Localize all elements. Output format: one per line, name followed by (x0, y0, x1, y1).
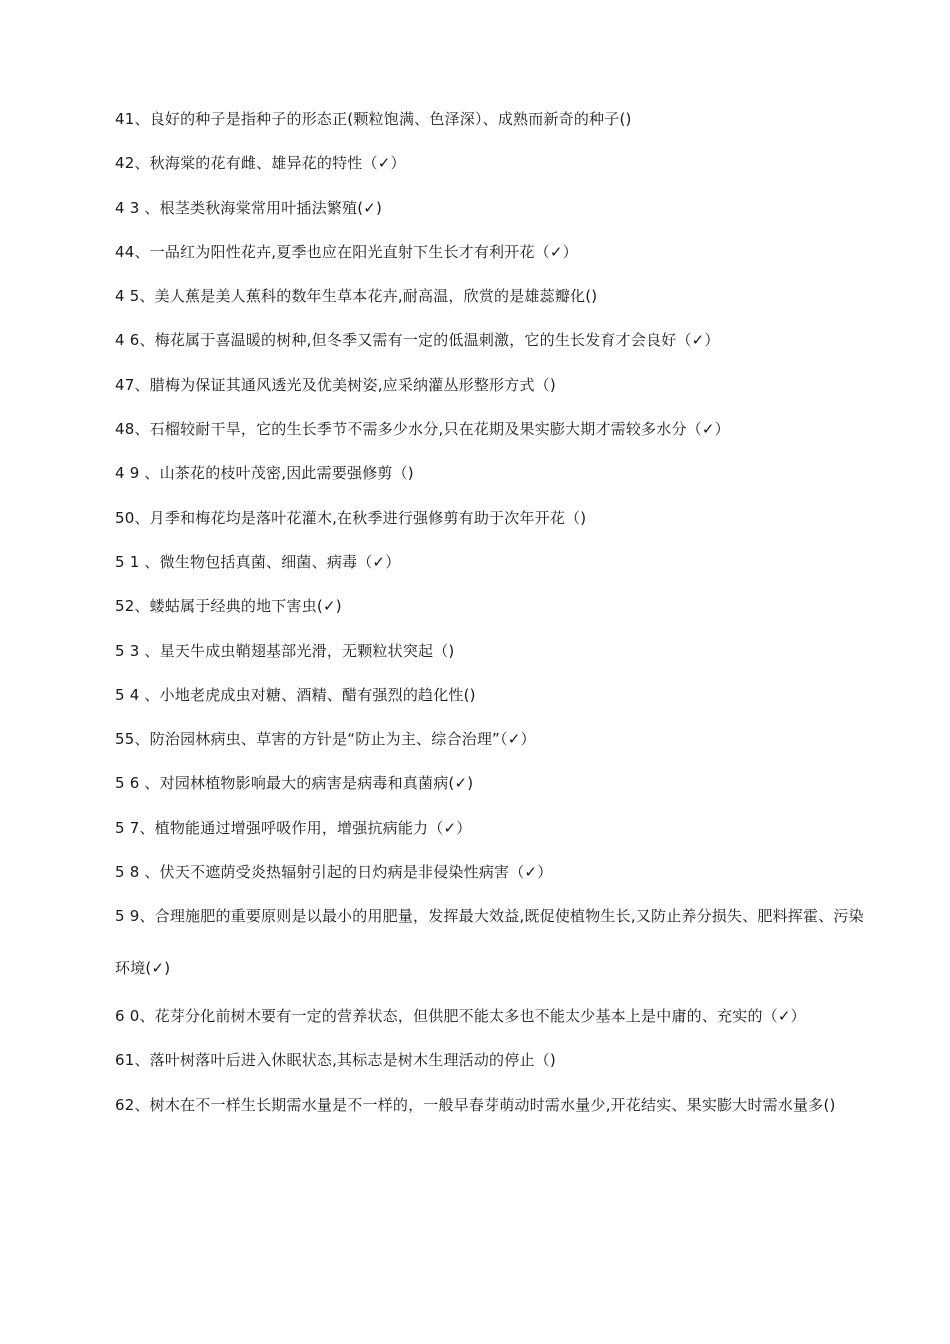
question-58: 5 8 、伏天不遮荫受炎热辐射引起的日灼病是非侵染性病害（✓） (115, 863, 553, 882)
question-41: 41、良好的种子是指种子的形态正(颗粒饱满、色泽深）、成熟而新奇的种子() (115, 110, 632, 128)
question-42: 42、秋海棠的花有雌、雄异花的特性（✓） (115, 154, 406, 173)
question-61: 61、落叶树落叶后进入休眠状态,其标志是树木生理活动的停止（) (115, 1051, 556, 1070)
question-48: 48、石榴较耐干旱，它的生长季节不需多少水分,只在花期及果实膨大期才需较多水分（✓） (115, 420, 730, 439)
question-44: 44、一品红为阳性花卉,夏季也应在阳光直射下生长才有利开花（✓） (115, 242, 578, 261)
question-60: 6 0、花芽分化前树木要有一定的营养状态，但供肥不能太多也不能太少基本上是中庸的、充实的（✓） (115, 1007, 806, 1026)
question-54: 5 4 、小地老虎成虫对糖、酒精、醋有强烈的趋化性() (115, 685, 476, 704)
question-57: 5 7、植物能通过增强呼吸作用，增强抗病能力（✓） (115, 818, 472, 837)
question-43: 4 3 、根茎类秋海棠常用叶插法繁殖(✓) (115, 198, 383, 217)
question-55: 55、防治园林病虫、草害的方针是“防止为主、综合治理”（✓） (115, 730, 536, 749)
question-list (115, 97, 865, 1127)
question-51: 5 1 、微生物包括真菌、细菌、病毒（✓） (115, 552, 401, 571)
question-62: 62、树木在不一样生长期需水量是不一样的，一般早春芽萌动时需水量少,开花结实、果实膨大时需水量多() (115, 1095, 836, 1114)
question-47: 47、腊梅为保证其通风透光及优美树姿,应采纳灌丛形整形方式（) (115, 375, 556, 394)
question-46: 4 6、梅花属于喜温暖的树种,但冬季又需有一定的低温刺激，它的生长发育才会良好（✓） (115, 331, 720, 350)
question-59: 5 9、合理施肥的重要原则是以最小的用肥量，发挥最大效益,既促使植物生长,又防止养分损失、肥料挥霍、污染环境(✓) (115, 907, 864, 978)
question-45: 4 5、美人蕉是美人蕉科的数年生草本花卉,耐高温，欣赏的是雄蕊瓣化() (115, 287, 598, 306)
question-52: 52、蝼蛄属于经典的地下害虫(✓) (115, 597, 342, 616)
question-56: 5 6 、对园林植物影响最大的病害是病毒和真菌病(✓) (115, 774, 474, 793)
question-53: 5 3 、星天牛成虫鞘翅基部光滑，无颗粒状突起（) (115, 641, 455, 660)
question-49: 4 9 、山茶花的枝叶茂密,因此需要强修剪（) (115, 464, 414, 483)
question-50: 50、月季和梅花均是落叶花灌木,在秋季进行强修剪有助于次年开花（) (115, 508, 587, 527)
